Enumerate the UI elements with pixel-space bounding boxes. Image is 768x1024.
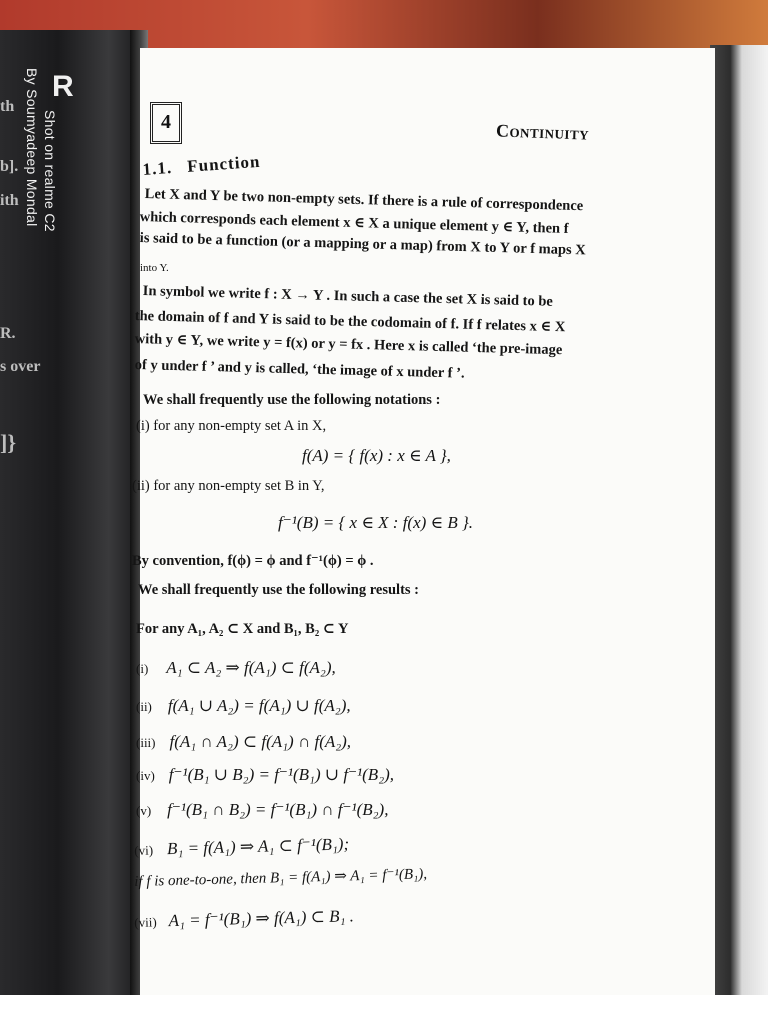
chapter-title: Continuity (495, 120, 590, 144)
section-number: 1.1. (142, 157, 173, 179)
result-label: (v) (136, 803, 152, 818)
result-label: (vi) (134, 842, 154, 858)
result-formula: f⁻¹(B₁ ∩ B₂) = f⁻¹(B₁) ∩ f⁻¹(B₂), (167, 800, 389, 819)
paragraph-line: Let X and Y be two non-empty sets. If there is a rule of correspondence (144, 186, 584, 215)
result-formula: if f is one-to-one, then B₁ = f(A₁) ⇒ A₁ = f⁻¹(B₁), (134, 866, 428, 890)
result-item (136, 658, 336, 678)
paragraph-line: is said to be a function (or a mapping or a map) from X to Y or f maps X (139, 230, 586, 259)
result-label: (vii) (134, 914, 157, 930)
results-intro: We shall frequently use the following results : (138, 582, 420, 598)
result-formula: A₁ = f⁻¹(B₁) ⇒ f(A₁) ⊂ B₁ . (168, 906, 355, 931)
notation-formula: f(A) = { f(x) : x ∈ A }, (302, 446, 451, 465)
paragraph-line: which corresponds each element x ∈ X a unique element y ∈ Y, then f (139, 208, 569, 237)
paragraph-line: In symbol we write f : X → Y . In such a case the set X is said to be (142, 283, 554, 310)
right-page-edge (710, 45, 768, 995)
notations-intro: We shall frequently use the following notations : (143, 392, 441, 408)
prev-page-fragment: s over (0, 358, 41, 375)
result-item (136, 696, 351, 716)
notation-label: (i) for any non-empty set A in X, (136, 418, 327, 434)
result-formula: f(A₁ ∩ A₂) ⊂ f(A₁) ∩ f(A₂), (169, 732, 352, 751)
result-formula: f⁻¹(B₁ ∪ B₂) = f⁻¹(B₁) ∪ f⁻¹(B₂), (168, 765, 395, 784)
paragraph-line: the domain of f and Y is said to be the codomain of f. If f relates x ∈ X (134, 307, 566, 336)
paragraph-line: into Y. (140, 262, 169, 274)
prev-page-fragment: th (0, 98, 15, 115)
paragraph-line: of y under f ’ and y is called, ‘the image of x under f ’. (134, 357, 465, 382)
result-label: (iv) (136, 768, 155, 783)
prev-page-fragment: R. (0, 325, 16, 342)
result-item (136, 765, 394, 785)
book-spine (0, 30, 145, 995)
prev-page-fragment: b]. (0, 158, 19, 175)
chapter-number: 4 (150, 102, 182, 144)
prev-page-fragment: ith (0, 192, 19, 209)
paragraph-line: with y ∈ Y, we write y = f(x) or y = fx . Here x is called ‘the pre-image (134, 330, 563, 359)
result-item (136, 732, 351, 752)
result-formula: A₁ ⊂ A₂ ⇒ f(A₁) ⊂ f(A₂), (166, 658, 336, 677)
realme-logo-icon (52, 70, 84, 102)
result-item (136, 800, 388, 820)
result-label: (ii) (136, 699, 152, 714)
result-formula: B₁ = f(A₁) ⇒ A₁ ⊂ f⁻¹(B₁); (166, 834, 350, 859)
convention: By convention, f(ϕ) = ϕ and f⁻¹(ϕ) = ϕ . (132, 553, 374, 569)
background-bottom (0, 995, 768, 1024)
notation-label: (ii) for any non-empty set B in Y, (132, 478, 325, 494)
section-title: Function (186, 151, 261, 176)
watermark-line-1: Shot on realme C2 (42, 110, 58, 232)
result-formula: f(A₁ ∪ A₂) = f(A₁) ∪ f(A₂), (167, 696, 351, 715)
prev-page-fragment: ]} (0, 430, 16, 455)
watermark-line-2: By Soumyadeep Mondal (24, 68, 40, 227)
result-label: (i) (136, 661, 149, 676)
logo-letter: R (52, 70, 74, 103)
notation-formula: f⁻¹(B) = { x ∈ X : f(x) ∈ B }. (278, 513, 474, 532)
result-label: (iii) (136, 735, 156, 750)
for-any-line: For any A₁, A₂ ⊂ X and B₁, B₂ ⊂ Y (136, 621, 349, 637)
